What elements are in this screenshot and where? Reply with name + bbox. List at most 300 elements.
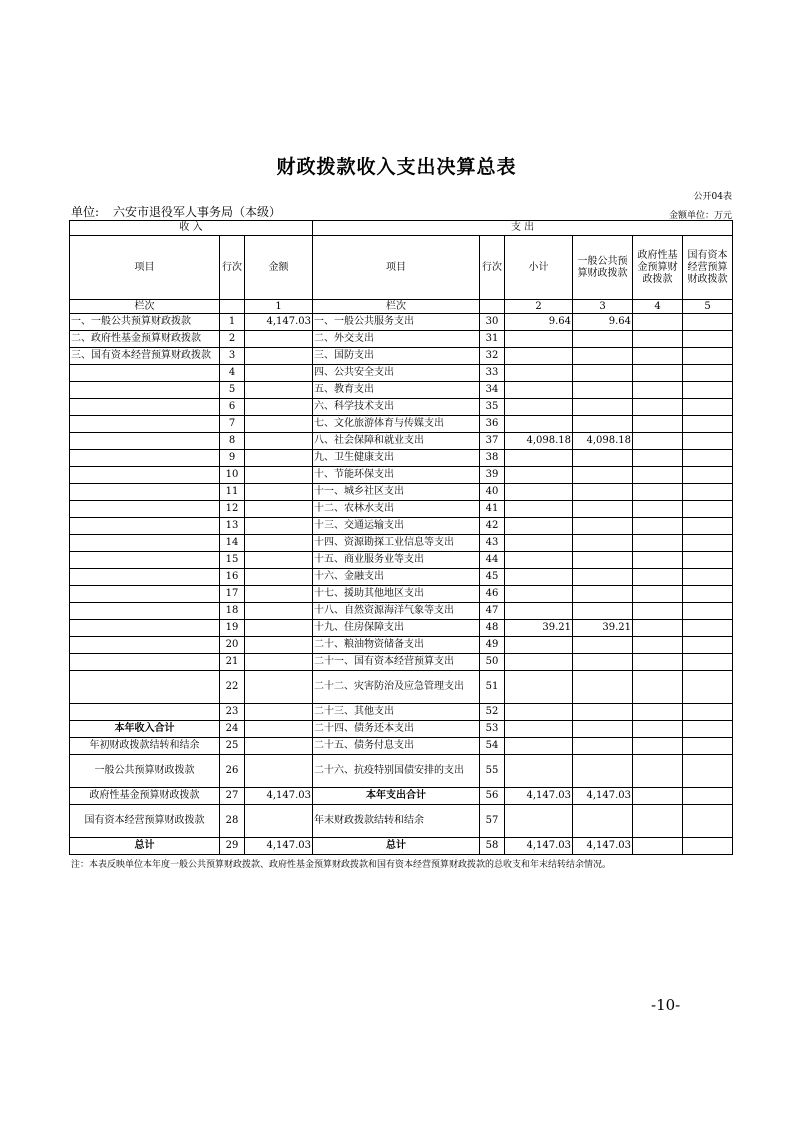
- fund-value: [633, 788, 683, 805]
- state-value: [683, 331, 733, 348]
- fund-value: [633, 467, 683, 484]
- income-amount: [245, 671, 313, 704]
- subtotal-value: [505, 704, 573, 721]
- column-index-row: [70, 300, 733, 314]
- income-line: 12: [220, 501, 245, 518]
- income-line: 20: [220, 637, 245, 654]
- income-line: 29: [220, 838, 245, 855]
- income-line: 8: [220, 433, 245, 450]
- expense-item: 十四、资源勘探工业信息等支出: [313, 535, 480, 552]
- state-value: [683, 484, 733, 501]
- general-value: [573, 586, 633, 603]
- income-line: 9: [220, 450, 245, 467]
- general-value: [573, 467, 633, 484]
- income-item: [70, 433, 220, 450]
- budget-table: [69, 220, 733, 855]
- form-number: 公开04表: [693, 192, 732, 202]
- header-row-1: [70, 221, 733, 236]
- expense-item: 三、国防支出: [313, 348, 480, 365]
- income-item: [70, 484, 220, 501]
- expense-line: 39: [480, 467, 505, 484]
- income-line: 11: [220, 484, 245, 501]
- subtotal-value: [505, 399, 573, 416]
- table-row: [70, 365, 733, 382]
- subtotal-value: [505, 586, 573, 603]
- income-amount: [245, 721, 313, 738]
- income-amount: [245, 738, 313, 755]
- income-amount: [245, 382, 313, 399]
- income-amount: [245, 518, 313, 535]
- income-item: [70, 535, 220, 552]
- income-amount: [245, 399, 313, 416]
- expense-line: 30: [480, 314, 505, 331]
- general-value: [573, 671, 633, 704]
- expense-line: 38: [480, 450, 505, 467]
- state-value: [683, 382, 733, 399]
- footnote: 注：本表反映单位本年度一般公共预算财政拨款、政府性基金预算财政拨款和国有资本经营预算财政拨款的总收支和年末结转结余情况。: [71, 860, 612, 870]
- fund-value: [633, 348, 683, 365]
- subtotal-value: [505, 603, 573, 620]
- income-amount: [245, 416, 313, 433]
- fund-value: [633, 805, 683, 838]
- expense-line-header: 行次: [480, 236, 505, 300]
- expense-line: 58: [480, 838, 505, 855]
- expense-line: 47: [480, 603, 505, 620]
- state-value: [683, 569, 733, 586]
- income-line-header: 行次: [220, 236, 245, 300]
- state-value: [683, 416, 733, 433]
- income-amount: [245, 450, 313, 467]
- expense-item: 五、教育支出: [313, 382, 480, 399]
- money-unit: 金额单位：万元: [668, 211, 732, 221]
- state-value: [683, 552, 733, 569]
- table-row: [70, 755, 733, 788]
- expense-item: 年末财政拨款结转和结余: [313, 805, 480, 838]
- subtotal-value: [505, 416, 573, 433]
- state-value: [683, 450, 733, 467]
- unit-label: 单位:: [71, 205, 100, 219]
- fund-value: [633, 704, 683, 721]
- income-line: 25: [220, 738, 245, 755]
- expense-line: 55: [480, 755, 505, 788]
- general-value: [573, 603, 633, 620]
- income-amount: [245, 331, 313, 348]
- table-row: [70, 721, 733, 738]
- income-item: [70, 518, 220, 535]
- col-index-blank: [220, 300, 245, 314]
- income-line: 4: [220, 365, 245, 382]
- income-amount: [245, 433, 313, 450]
- general-value: 9.64: [573, 314, 633, 331]
- fund-value: [633, 331, 683, 348]
- income-item: [70, 569, 220, 586]
- income-amount: [245, 586, 313, 603]
- fund-budget-header: 政府性基金预算财政拨款: [633, 236, 683, 300]
- fund-value: [633, 552, 683, 569]
- expense-line: 35: [480, 399, 505, 416]
- expense-item: 二十一、国有资本经营预算支出: [313, 654, 480, 671]
- table-row: [70, 331, 733, 348]
- subtotal-value: [505, 721, 573, 738]
- state-value: [683, 603, 733, 620]
- page-title: 财政拨款收入支出决算总表: [276, 156, 517, 178]
- expense-item: 十三、交通运输支出: [313, 518, 480, 535]
- expense-line: 36: [480, 416, 505, 433]
- income-line: 5: [220, 382, 245, 399]
- general-value: 4,098.18: [573, 433, 633, 450]
- fund-value: [633, 838, 683, 855]
- expense-line: 40: [480, 484, 505, 501]
- general-value: [573, 331, 633, 348]
- income-item: [70, 671, 220, 704]
- fund-value: [633, 501, 683, 518]
- income-item: [70, 382, 220, 399]
- subtotal-value: 39.21: [505, 620, 573, 637]
- state-value: [683, 671, 733, 704]
- state-value: [683, 654, 733, 671]
- subtotal-value: [505, 348, 573, 365]
- subtotal-value: [505, 382, 573, 399]
- expense-line: 46: [480, 586, 505, 603]
- general-value: 39.21: [573, 620, 633, 637]
- state-value: [683, 788, 733, 805]
- table-row: [70, 416, 733, 433]
- state-value: [683, 704, 733, 721]
- general-value: [573, 365, 633, 382]
- expense-line: 50: [480, 654, 505, 671]
- subtotal-value: [505, 738, 573, 755]
- subtotal-value: [505, 671, 573, 704]
- income-line: 15: [220, 552, 245, 569]
- income-amount: 4,147.03: [245, 314, 313, 331]
- table-row: [70, 603, 733, 620]
- table-row: [70, 654, 733, 671]
- expense-item-header: 项目: [313, 236, 480, 300]
- income-item: 一、一般公共预算财政拨款: [70, 314, 220, 331]
- table-row: [70, 314, 733, 331]
- col-index-4: 4: [633, 300, 683, 314]
- table-row: [70, 704, 733, 721]
- subtotal-value: [505, 637, 573, 654]
- table-row: [70, 450, 733, 467]
- general-value: [573, 416, 633, 433]
- expense-item: 二十二、灾害防治及应急管理支出: [313, 671, 480, 704]
- income-line: 24: [220, 721, 245, 738]
- income-item: [70, 637, 220, 654]
- expense-item: 十六、金融支出: [313, 569, 480, 586]
- subtotal-value: [505, 331, 573, 348]
- fund-value: [633, 721, 683, 738]
- subtotal-value: 4,147.03: [505, 838, 573, 855]
- state-value: [683, 755, 733, 788]
- general-value: [573, 654, 633, 671]
- state-value: [683, 738, 733, 755]
- income-line: 28: [220, 805, 245, 838]
- state-value: [683, 518, 733, 535]
- table-row: [70, 535, 733, 552]
- subtotal-value: 4,147.03: [505, 788, 573, 805]
- fund-value: [633, 738, 683, 755]
- state-value: [683, 501, 733, 518]
- income-amount: [245, 467, 313, 484]
- income-line: 10: [220, 467, 245, 484]
- table-row: [70, 467, 733, 484]
- fund-value: [633, 399, 683, 416]
- expense-line: 49: [480, 637, 505, 654]
- expense-line: 48: [480, 620, 505, 637]
- expense-item: 二十、粮油物资储备支出: [313, 637, 480, 654]
- state-capital-header: 国有资本经营预算财政拨款: [683, 236, 733, 300]
- income-amount: 4,147.03: [245, 788, 313, 805]
- fund-value: [633, 755, 683, 788]
- income-item: [70, 552, 220, 569]
- income-line: 3: [220, 348, 245, 365]
- fund-value: [633, 620, 683, 637]
- table-row: [70, 671, 733, 704]
- income-amount: [245, 484, 313, 501]
- expense-item: 九、卫生健康支出: [313, 450, 480, 467]
- subtotal-value: [505, 518, 573, 535]
- income-amount: 4,147.03: [245, 838, 313, 855]
- income-amount: [245, 805, 313, 838]
- subtotal-value: 4,098.18: [505, 433, 573, 450]
- general-value: [573, 552, 633, 569]
- income-amount: [245, 603, 313, 620]
- subtotal-value: 9.64: [505, 314, 573, 331]
- expense-line: 32: [480, 348, 505, 365]
- expense-line: 57: [480, 805, 505, 838]
- income-amount: [245, 704, 313, 721]
- income-item: [70, 620, 220, 637]
- income-item: 政府性基金预算财政拨款: [70, 788, 220, 805]
- general-value: [573, 382, 633, 399]
- col-index-2: 2: [505, 300, 573, 314]
- income-line: 6: [220, 399, 245, 416]
- subtotal-value: [505, 535, 573, 552]
- expense-line: 51: [480, 671, 505, 704]
- table-row: [70, 552, 733, 569]
- income-amount: [245, 552, 313, 569]
- expense-item: 七、文化旅游体育与传媒支出: [313, 416, 480, 433]
- income-line: 18: [220, 603, 245, 620]
- general-value: [573, 484, 633, 501]
- income-amount: [245, 501, 313, 518]
- expense-item: 二十三、其他支出: [313, 704, 480, 721]
- table-row: [70, 484, 733, 501]
- income-item: [70, 603, 220, 620]
- income-amount: [245, 348, 313, 365]
- col-index-1: 1: [245, 300, 313, 314]
- expense-item: 十五、商业服务业等支出: [313, 552, 480, 569]
- table-row: [70, 738, 733, 755]
- col-index-5: 5: [683, 300, 733, 314]
- income-amount: [245, 569, 313, 586]
- income-line: 23: [220, 704, 245, 721]
- income-item: [70, 654, 220, 671]
- expense-line: 43: [480, 535, 505, 552]
- general-value: [573, 637, 633, 654]
- income-item: 三、国有资本经营预算财政拨款: [70, 348, 220, 365]
- subtotal-value: [505, 450, 573, 467]
- fund-value: [633, 416, 683, 433]
- expense-line: 31: [480, 331, 505, 348]
- table-row: [70, 569, 733, 586]
- income-item: [70, 586, 220, 603]
- subtotal-value: [505, 805, 573, 838]
- state-value: [683, 535, 733, 552]
- expense-line: 53: [480, 721, 505, 738]
- income-item: [70, 467, 220, 484]
- state-value: [683, 721, 733, 738]
- fund-value: [633, 569, 683, 586]
- expense-line: 52: [480, 704, 505, 721]
- state-value: [683, 348, 733, 365]
- income-line: 1: [220, 314, 245, 331]
- subtotal-value: [505, 552, 573, 569]
- income-line: 17: [220, 586, 245, 603]
- fund-value: [633, 484, 683, 501]
- income-amount: [245, 535, 313, 552]
- expense-item: 八、社会保障和就业支出: [313, 433, 480, 450]
- state-value: [683, 433, 733, 450]
- fund-value: [633, 535, 683, 552]
- table-row: [70, 788, 733, 805]
- expense-line: 37: [480, 433, 505, 450]
- income-item: 二、政府性基金预算财政拨款: [70, 331, 220, 348]
- subtotal-value: [505, 484, 573, 501]
- table-row: [70, 518, 733, 535]
- expense-item: 总计: [313, 838, 480, 855]
- subtotal-value: [505, 569, 573, 586]
- expense-line: 56: [480, 788, 505, 805]
- page-number: -10-: [651, 996, 681, 1014]
- income-item: 总计: [70, 838, 220, 855]
- income-line: 2: [220, 331, 245, 348]
- state-value: [683, 467, 733, 484]
- table-row: [70, 620, 733, 637]
- state-value: [683, 399, 733, 416]
- col-label: 栏次: [70, 300, 220, 314]
- income-line: 16: [220, 569, 245, 586]
- income-item-header: 项目: [70, 236, 220, 300]
- general-value: [573, 501, 633, 518]
- general-value: [573, 450, 633, 467]
- income-item: 国有资本经营预算财政拨款: [70, 805, 220, 838]
- fund-value: [633, 382, 683, 399]
- col-index-3: 3: [573, 300, 633, 314]
- income-line: 7: [220, 416, 245, 433]
- expense-item: 十二、农林水支出: [313, 501, 480, 518]
- general-value: [573, 721, 633, 738]
- fund-value: [633, 654, 683, 671]
- state-value: [683, 637, 733, 654]
- general-value: [573, 569, 633, 586]
- fund-value: [633, 433, 683, 450]
- expense-item: 二十五、债务付息支出: [313, 738, 480, 755]
- expense-item: 二、外交支出: [313, 331, 480, 348]
- table-row: [70, 348, 733, 365]
- expense-line: 45: [480, 569, 505, 586]
- expense-item: 本年支出合计: [313, 788, 480, 805]
- expense-item: 一、一般公共服务支出: [313, 314, 480, 331]
- general-value: [573, 399, 633, 416]
- expense-item: 十七、援助其他地区支出: [313, 586, 480, 603]
- fund-value: [633, 671, 683, 704]
- income-item: 本年收入合计: [70, 721, 220, 738]
- expense-item: 十一、城乡社区支出: [313, 484, 480, 501]
- subtotal-value: [505, 654, 573, 671]
- general-value: 4,147.03: [573, 838, 633, 855]
- general-value: [573, 805, 633, 838]
- unit-line: [71, 203, 281, 220]
- income-item: [70, 416, 220, 433]
- fund-value: [633, 365, 683, 382]
- fund-value: [633, 450, 683, 467]
- expense-line: 44: [480, 552, 505, 569]
- expense-header: 支 出: [313, 221, 733, 236]
- income-line: 19: [220, 620, 245, 637]
- income-item: [70, 704, 220, 721]
- table-row: [70, 382, 733, 399]
- general-value: [573, 738, 633, 755]
- unit-name: 六安市退役军人事务局（本级）: [113, 205, 282, 219]
- fund-value: [633, 637, 683, 654]
- col-label-2: 栏次: [313, 300, 480, 314]
- income-amount: [245, 654, 313, 671]
- expense-item: 十九、住房保障支出: [313, 620, 480, 637]
- table-row: [70, 399, 733, 416]
- subtotal-value: [505, 365, 573, 382]
- col-index-blank-2: [480, 300, 505, 314]
- income-item: [70, 501, 220, 518]
- table-row: [70, 637, 733, 654]
- expense-item: 六、科学技术支出: [313, 399, 480, 416]
- expense-line: 54: [480, 738, 505, 755]
- general-value: [573, 348, 633, 365]
- table-row: [70, 586, 733, 603]
- expense-line: 33: [480, 365, 505, 382]
- general-value: 4,147.03: [573, 788, 633, 805]
- subtotal-header: 小计: [505, 236, 573, 300]
- expense-item: 十、节能环保支出: [313, 467, 480, 484]
- expense-item: 二十四、债务还本支出: [313, 721, 480, 738]
- income-line: 13: [220, 518, 245, 535]
- income-item: [70, 399, 220, 416]
- state-value: [683, 805, 733, 838]
- subtotal-value: [505, 501, 573, 518]
- income-item: [70, 365, 220, 382]
- income-amount: [245, 637, 313, 654]
- header-row-2: [70, 236, 733, 300]
- income-header: 收 入: [70, 221, 313, 236]
- income-line: 21: [220, 654, 245, 671]
- expense-item: 二十六、抗疫特别国债安排的支出: [313, 755, 480, 788]
- income-item: 年初财政拨款结转和结余: [70, 738, 220, 755]
- expense-line: 41: [480, 501, 505, 518]
- general-value: [573, 535, 633, 552]
- income-line: 22: [220, 671, 245, 704]
- state-value: [683, 314, 733, 331]
- income-line: 27: [220, 788, 245, 805]
- fund-value: [633, 586, 683, 603]
- income-item: [70, 450, 220, 467]
- fund-value: [633, 518, 683, 535]
- income-line: 14: [220, 535, 245, 552]
- table-row: [70, 433, 733, 450]
- income-amount: [245, 620, 313, 637]
- expense-item: 四、公共安全支出: [313, 365, 480, 382]
- subtotal-value: [505, 467, 573, 484]
